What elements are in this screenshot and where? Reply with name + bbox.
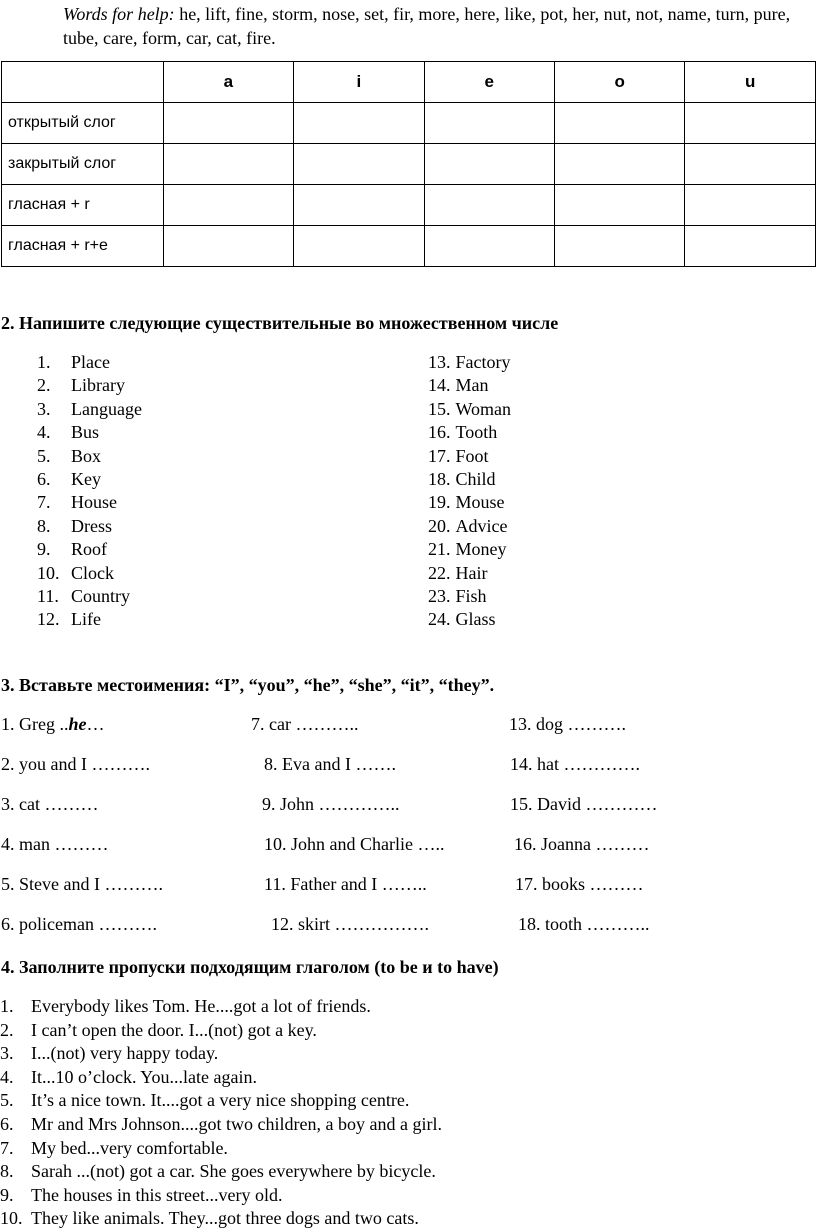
blank-cell xyxy=(294,103,424,144)
list-item xyxy=(0,1137,442,1161)
item-number: 8. xyxy=(37,515,51,536)
item-number: 2. xyxy=(37,375,51,396)
blank-cell xyxy=(294,226,424,267)
item-number: 1. xyxy=(0,996,14,1016)
item-word: Roof xyxy=(71,539,107,560)
list-item xyxy=(37,491,142,514)
list-item xyxy=(37,608,142,631)
item-number: 21. xyxy=(428,539,451,560)
blank-cell xyxy=(424,226,554,267)
item-number: 6. xyxy=(0,1113,14,1134)
item-number: 20. xyxy=(428,515,451,536)
item-number: 10. xyxy=(0,1208,23,1229)
item-sentence: Mr and Mrs Johnson....got two children, a boy and a girl. xyxy=(31,1113,442,1134)
vowel-header-e: e xyxy=(424,62,554,103)
pronoun-row xyxy=(0,754,816,778)
vowel-table-row xyxy=(2,226,816,267)
item-number: 11. xyxy=(37,586,59,607)
noun-list-right xyxy=(428,351,511,632)
pronoun-row xyxy=(0,914,816,938)
item-word: Woman xyxy=(455,398,512,419)
item-number: 8. xyxy=(0,1161,14,1182)
item-number: 4. xyxy=(37,422,51,443)
item-number: 2. xyxy=(0,1019,14,1040)
item-number: 3. xyxy=(0,1043,14,1064)
blank-cell xyxy=(163,185,293,226)
vowel-table-corner xyxy=(2,62,164,103)
list-item xyxy=(0,1089,442,1113)
list-item xyxy=(428,445,511,468)
item-word: Money xyxy=(455,539,507,560)
item-number: 7. xyxy=(37,492,51,513)
list-item xyxy=(37,351,142,374)
words-for-help xyxy=(63,2,803,50)
list-item xyxy=(428,562,511,585)
row-label-vowel-r-e: гласная + r+e xyxy=(2,226,164,267)
item-word: Child xyxy=(455,469,496,490)
blank-cell xyxy=(685,185,816,226)
pronoun-item: 3. cat ……… xyxy=(1,794,99,814)
blank-cell xyxy=(163,144,293,185)
item-sentence: I...(not) very happy today. xyxy=(31,1043,219,1064)
blank-cell xyxy=(163,226,293,267)
pronoun-item-dots: … xyxy=(86,714,105,734)
section-4-heading: 4. Заполните пропуски подходящим глаголом (to be и to have) xyxy=(1,957,499,977)
item-sentence: Sarah ...(not) got a car. She goes everywhere by bicycle. xyxy=(31,1161,436,1182)
pronoun-row xyxy=(0,834,816,858)
vowel-header-a: a xyxy=(163,62,293,103)
section-2-heading: 2. Напишите следующие существительные во множественном числе xyxy=(1,313,559,333)
list-item xyxy=(428,491,511,514)
item-word: Key xyxy=(71,469,101,490)
item-number: 12. xyxy=(37,609,60,630)
list-item xyxy=(37,538,142,561)
list-item xyxy=(37,585,142,608)
pronoun-item: 18. tooth ……….. xyxy=(518,914,650,934)
vowel-header-o: o xyxy=(555,62,685,103)
list-item xyxy=(428,351,511,374)
item-sentence: I can’t open the door. I...(not) got a key. xyxy=(31,1019,317,1040)
vowel-table-row xyxy=(2,185,816,226)
blank-cell xyxy=(555,226,685,267)
item-word: Life xyxy=(71,609,101,630)
row-label-closed-syllable: закрытый слог xyxy=(2,144,164,185)
item-sentence: It...10 o’clock. You...late again. xyxy=(31,1066,257,1087)
item-word: Clock xyxy=(71,562,114,583)
list-item xyxy=(37,468,142,491)
item-word: Place xyxy=(71,352,110,372)
list-item xyxy=(0,1160,442,1184)
item-number: 13. xyxy=(428,352,451,372)
section-3-heading: 3. Вставьте местоимения: “I”, “you”, “he”, “she”, “it”, “they”. xyxy=(1,675,495,695)
list-item xyxy=(428,538,511,561)
pronoun-item: 4. man ……… xyxy=(1,834,109,854)
list-item xyxy=(428,468,511,491)
blank-cell xyxy=(555,103,685,144)
list-item xyxy=(37,398,142,421)
list-item xyxy=(428,608,511,631)
vowel-table-row xyxy=(2,103,816,144)
words-for-help-list: he, lift, fine, storm, nose, set, fir, more, here, like, pot, her, nut, not, name, turn, pure, tube, care, form, car, cat, fire. xyxy=(63,4,791,48)
list-item xyxy=(37,515,142,538)
pronoun-item: 11. Father and I …….. xyxy=(264,874,427,894)
row-label-open-syllable: открытый слог xyxy=(2,103,164,144)
item-number: 7. xyxy=(0,1137,14,1158)
item-number: 22. xyxy=(428,562,451,583)
blank-cell xyxy=(555,144,685,185)
blank-cell xyxy=(294,185,424,226)
list-item xyxy=(428,398,511,421)
item-word: Glass xyxy=(455,609,496,630)
pronoun-item: 14. hat …………. xyxy=(510,754,640,774)
item-number: 16. xyxy=(428,422,451,443)
item-sentence: Everybody likes Tom. He....got a lot of friends. xyxy=(31,996,371,1016)
item-number: 3. xyxy=(37,398,51,419)
blank-cell xyxy=(163,103,293,144)
list-item xyxy=(0,1184,442,1208)
vowel-table-header-row xyxy=(2,62,816,103)
blank-cell xyxy=(424,103,554,144)
list-item xyxy=(37,421,142,444)
item-word: Foot xyxy=(455,445,489,466)
pronoun-row xyxy=(0,794,816,818)
item-sentence: It’s a nice town. It....got a very nice shopping centre. xyxy=(31,1090,410,1111)
pronoun-row xyxy=(0,874,816,898)
item-number: 18. xyxy=(428,469,451,490)
item-number: 5. xyxy=(37,445,51,466)
item-word: Tooth xyxy=(455,422,498,443)
blank-cell xyxy=(555,185,685,226)
pronoun-item: 6. policeman ………. xyxy=(1,914,157,934)
pronoun-item: 16. Joanna ……… xyxy=(514,834,650,854)
pronoun-item: 10. John and Charlie ….. xyxy=(264,834,445,854)
item-word: House xyxy=(71,492,117,513)
list-item xyxy=(0,1207,442,1231)
pronoun-item: 17. books ……… xyxy=(515,874,644,894)
vowel-table xyxy=(1,61,816,267)
item-word: Library xyxy=(71,375,125,396)
item-sentence: They like animals. They...got three dogs and two cats. xyxy=(31,1208,419,1229)
item-number: 1. xyxy=(37,352,51,372)
vowel-header-u: u xyxy=(685,62,816,103)
vowel-header-i: i xyxy=(294,62,424,103)
item-word: Language xyxy=(71,398,142,419)
item-number: 10. xyxy=(37,562,60,583)
item-sentence: My bed...very comfortable. xyxy=(31,1137,228,1158)
list-item xyxy=(0,1019,442,1043)
item-number: 4. xyxy=(0,1066,14,1087)
item-word: Advice xyxy=(455,515,508,536)
item-word: Dress xyxy=(71,515,112,536)
blank-cell xyxy=(424,185,554,226)
blank-cell xyxy=(685,226,816,267)
item-word: Bus xyxy=(71,422,100,443)
item-number: 14. xyxy=(428,375,451,396)
pronoun-row xyxy=(0,714,816,738)
pronoun-item-text: 1. Greg .. xyxy=(1,714,69,734)
item-word: Factory xyxy=(455,352,511,372)
list-item xyxy=(428,374,511,397)
pronoun-item: 7. car ……….. xyxy=(251,714,359,734)
item-number: 9. xyxy=(37,539,51,560)
list-item xyxy=(0,1066,442,1090)
item-number: 15. xyxy=(428,398,451,419)
item-number: 23. xyxy=(428,586,451,607)
verb-exercise-list xyxy=(0,995,442,1231)
row-label-vowel-r: гласная + r xyxy=(2,185,164,226)
list-item xyxy=(0,1042,442,1066)
item-word: Mouse xyxy=(455,492,505,513)
item-word: Man xyxy=(455,375,489,396)
list-item xyxy=(428,421,511,444)
item-number: 19. xyxy=(428,492,451,513)
list-item xyxy=(37,445,142,468)
list-item xyxy=(37,374,142,397)
list-item xyxy=(428,515,511,538)
list-item xyxy=(0,1113,442,1137)
pronoun-item: 5. Steve and I ………. xyxy=(1,874,163,894)
item-word: Box xyxy=(71,445,102,466)
item-number: 9. xyxy=(0,1184,14,1205)
item-number: 6. xyxy=(37,469,51,490)
item-word: Country xyxy=(71,586,131,607)
blank-cell xyxy=(424,144,554,185)
blank-cell xyxy=(294,144,424,185)
pronoun-item: 8. Eva and I ……. xyxy=(264,754,396,774)
item-number: 5. xyxy=(0,1090,14,1111)
list-item xyxy=(37,562,142,585)
item-number: 17. xyxy=(428,445,451,466)
pronoun-item: 15. David ………… xyxy=(510,794,658,814)
item-word: Fish xyxy=(455,586,487,607)
item-number: 24. xyxy=(428,609,451,630)
blank-cell xyxy=(685,144,816,185)
pronoun-item: 9. John ………….. xyxy=(262,794,400,814)
item-word: Hair xyxy=(455,562,488,583)
pronoun-item: 2. you and I ………. xyxy=(1,754,150,774)
blank-cell xyxy=(685,103,816,144)
noun-list-left xyxy=(37,351,142,632)
vowel-table-row xyxy=(2,144,816,185)
pronoun-item xyxy=(1,714,104,735)
list-item xyxy=(428,585,511,608)
list-item xyxy=(0,995,442,1019)
pronoun-answer-example: he xyxy=(68,714,87,734)
pronoun-item: 13. dog ………. xyxy=(509,714,626,734)
words-for-help-lead: Words for help: xyxy=(63,4,175,24)
item-sentence: The houses in this street...very old. xyxy=(31,1184,283,1205)
pronoun-item: 12. skirt ……………. xyxy=(271,914,430,934)
